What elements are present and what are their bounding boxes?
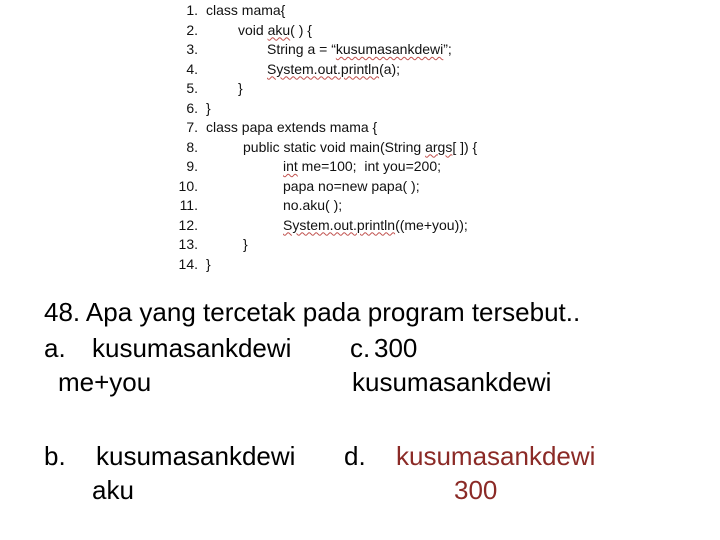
line-number: 8. <box>186 138 198 155</box>
code-line <box>283 176 420 196</box>
option-b-line2: aku <box>92 475 134 505</box>
code-segment: args <box>425 138 453 155</box>
code-segment: ((me+you)); <box>395 216 468 233</box>
code-line <box>243 234 248 254</box>
code-line <box>206 254 211 274</box>
option-a-line2: me+you <box>58 367 152 397</box>
code-segment: kusumasankdewi <box>335 41 444 57</box>
line-number: 6. <box>186 99 198 116</box>
code-segment: [ ]) { <box>452 138 478 155</box>
code-segment: papa no=new papa( ); <box>283 177 420 194</box>
question-text: 48. Apa yang tercetak pada program tersebut.. <box>44 297 581 327</box>
line-number: 9. <box>186 158 198 174</box>
option-b-label: b. <box>44 441 66 471</box>
line-number: 13. <box>178 236 198 252</box>
code-segment: System.out.println <box>283 216 396 233</box>
code-line <box>238 78 243 98</box>
code-line <box>283 215 468 235</box>
code-segment: class papa extends mama { <box>206 119 378 135</box>
code-line <box>238 20 312 40</box>
option-a-label: a. <box>44 333 66 363</box>
line-number: 10. <box>178 177 198 194</box>
line-number: 12. <box>178 216 198 233</box>
option-d-label: d. <box>344 441 366 471</box>
code-segment: void <box>238 21 268 38</box>
code-line <box>283 195 342 215</box>
code-segment: class mama{ <box>206 2 286 18</box>
line-number: 1. <box>186 2 198 18</box>
code-line <box>267 59 400 79</box>
line-number: 11. <box>179 197 198 213</box>
code-segment: aku <box>267 21 291 38</box>
code-segment: ”; <box>443 41 452 57</box>
code-segment: String a = “ <box>267 41 336 57</box>
code-segment: } <box>243 236 248 252</box>
code-line <box>283 156 441 176</box>
code-line <box>206 117 377 137</box>
line-number: 5. <box>186 80 198 96</box>
option-c-line2: kusumasankdewi <box>352 367 552 397</box>
line-number: 2. <box>186 21 198 38</box>
code-segment: } <box>206 99 211 116</box>
code-line <box>243 137 477 157</box>
line-number: 14. <box>178 255 198 272</box>
code-segment: no.aku( ); <box>283 197 343 213</box>
code-segment: (a); <box>379 60 401 77</box>
code-segment: int <box>283 158 298 174</box>
code-segment: System.out.println <box>267 60 380 77</box>
option-c-label: c. <box>350 333 371 363</box>
code-line <box>267 39 452 59</box>
line-number: 4. <box>186 60 198 77</box>
option-a-line1: kusumasankdewi <box>92 333 292 363</box>
line-number: 7. <box>186 119 198 135</box>
code-segment: ( ) { <box>290 21 312 38</box>
option-d-line2: 300 <box>454 475 498 505</box>
code-segment: public static void main(String <box>243 138 426 155</box>
code-segment: me=100; int you=200; <box>297 158 442 174</box>
line-number: 3. <box>186 41 198 57</box>
code-line <box>206 98 211 118</box>
option-c-line1: 300 <box>374 333 418 363</box>
code-segment: } <box>206 255 211 272</box>
option-d-line1: kusumasankdewi <box>396 441 596 471</box>
code-segment: } <box>238 80 243 96</box>
code-line <box>206 0 285 20</box>
option-b-line1: kusumasankdewi <box>96 441 296 471</box>
